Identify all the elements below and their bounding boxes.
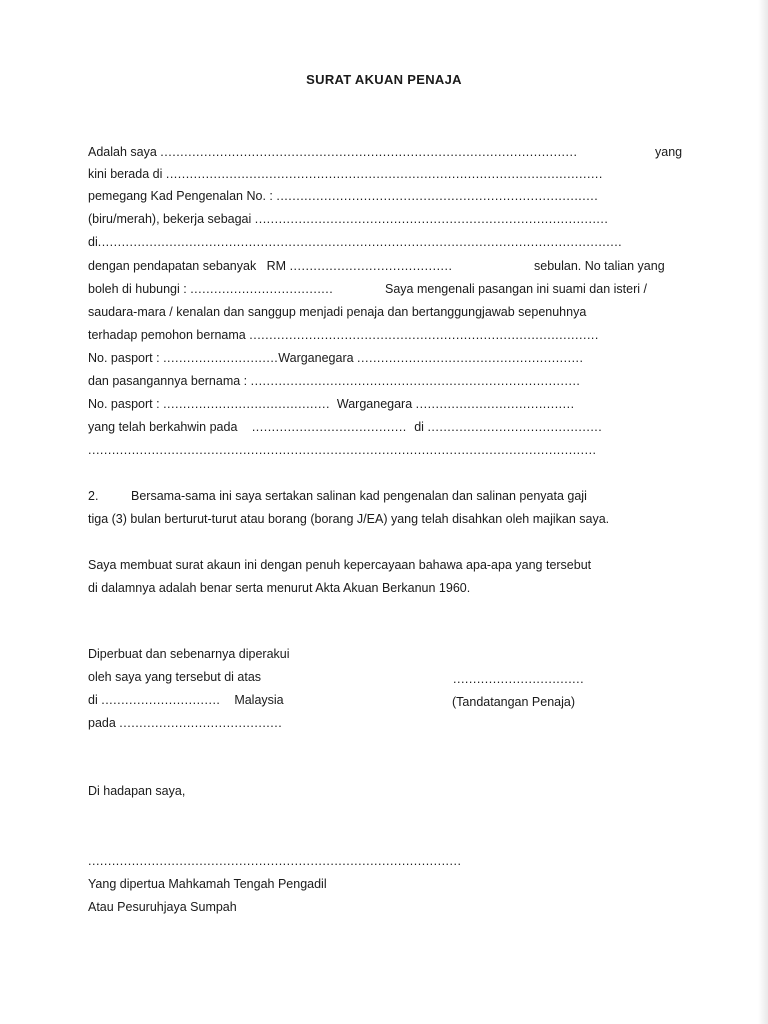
witness-intro: Di hadapan saya,	[88, 784, 186, 798]
blank-field: ..............................................................................................................	[165, 167, 603, 181]
blank-field: .................................................................................	[276, 189, 599, 203]
p1-l3-text: pemegang Kad Pengenalan No. :	[88, 189, 273, 203]
blank-field: .............................	[163, 351, 279, 365]
p3-line-1: Saya membuat surat akaun ini dengan penuh kepercayaan bahawa apa-apa yang tersebut	[88, 558, 592, 572]
p1-l12-text: No. pasport :	[88, 397, 160, 411]
p1-l1-text: Adalah saya	[88, 145, 157, 159]
p1-l2-text: kini berada di	[88, 167, 163, 181]
p2-number: 2.	[88, 489, 99, 503]
blank-field: ..............................................................................................	[88, 854, 462, 868]
p1-line-13	[88, 419, 602, 435]
p2-line-2: tiga (3) bulan berturut-turut atau borang (borang J/EA) yang telah disahkan oleh majikan saya.	[88, 512, 610, 526]
p1-line-4	[88, 211, 608, 227]
blank-field: .........................................................................................................	[160, 145, 578, 159]
page-edge-shadow	[758, 0, 768, 1024]
p1-line-5	[88, 234, 622, 250]
blank-field: ....................................................................................................................................	[97, 235, 623, 249]
p1-l10-text: No. pasport :	[88, 351, 160, 365]
p1-line-3	[88, 188, 598, 204]
blank-field: ............................................	[427, 420, 603, 434]
decl-l3-country: Malaysia	[234, 693, 284, 707]
p1-line-11	[88, 373, 580, 389]
blank-field: .................................	[453, 672, 585, 686]
blank-field: ........................................................................................	[249, 328, 599, 342]
p1-l9-text: terhadap pemohon bernama	[88, 328, 246, 342]
p1-l6-end: sebulan. No talian yang	[534, 259, 665, 273]
blank-field: ................................................................................................................................	[88, 443, 597, 457]
witness-title-1: Yang dipertua Mahkamah Tengah Pengadil	[88, 877, 327, 891]
p1-l12-mid: Warganegara	[336, 397, 413, 411]
p1-l13-text: yang telah berkahwin pada	[88, 420, 238, 434]
p1-line-14	[88, 442, 597, 458]
p1-l11-text: dan pasangannya bernama :	[88, 374, 248, 388]
signature-label: (Tandatangan Penaja)	[452, 695, 576, 709]
blank-field: ..........................................	[163, 397, 330, 411]
p1-line-7	[88, 281, 333, 297]
witness-signature-line	[88, 853, 461, 869]
decl-line-2: oleh saya yang tersebut di atas	[88, 670, 262, 684]
blank-field: ....................................	[190, 282, 334, 296]
p1-l6-rm: RM	[266, 259, 287, 273]
decl-l4-text: pada	[88, 716, 116, 730]
p1-l13-mid: di	[414, 420, 424, 434]
blank-field: .........................................................................................	[254, 212, 609, 226]
decl-l3-text: di	[88, 693, 98, 707]
decl-line-4	[88, 715, 282, 731]
p1-line-1	[88, 144, 577, 160]
blank-field: ...................................................................................	[250, 374, 581, 388]
p1-line-10	[88, 350, 584, 366]
decl-line-3	[88, 692, 284, 708]
p2-line-1: Bersama-sama ini saya sertakan salinan kad pengenalan dan salinan penyata gaji	[131, 489, 587, 503]
blank-field: ..............................	[101, 693, 221, 707]
p1-l5-text: di	[88, 235, 98, 249]
p1-l7-end: Saya mengenali pasangan ini suami dan isteri /	[385, 282, 647, 296]
p1-l7-text: boleh di hubungi :	[88, 282, 187, 296]
blank-field: .........................................	[119, 716, 283, 730]
signature-line	[453, 671, 584, 687]
p1-line-2	[88, 166, 603, 182]
document-title: SURAT AKUAN PENAJA	[306, 72, 462, 87]
blank-field: .......................................	[247, 420, 411, 434]
p1-l1-end: yang	[655, 145, 683, 159]
p3-line-2: di dalamnya adalah benar serta menurut Akta Akuan Berkanun 1960.	[88, 581, 471, 595]
blank-field: .........................................	[289, 259, 453, 273]
p1-l10-mid: Warganegara	[278, 351, 354, 365]
p1-line-8: saudara-mara / kenalan dan sanggup menjadi penaja dan bertanggungjawab sepenuhnya	[88, 305, 587, 319]
blank-field: ........................................	[415, 397, 575, 411]
p1-line-6	[88, 258, 452, 274]
p1-l6-text: dengan pendapatan sebanyak	[88, 259, 257, 273]
decl-line-1: Diperbuat dan sebenarnya diperakui	[88, 647, 290, 661]
p1-line-12	[88, 396, 575, 412]
witness-title-2: Atau Pesuruhjaya Sumpah	[88, 900, 237, 914]
p1-line-9	[88, 327, 599, 343]
blank-field: .........................................................	[357, 351, 584, 365]
p1-l4-text: (biru/merah), bekerja sebagai	[88, 212, 252, 226]
